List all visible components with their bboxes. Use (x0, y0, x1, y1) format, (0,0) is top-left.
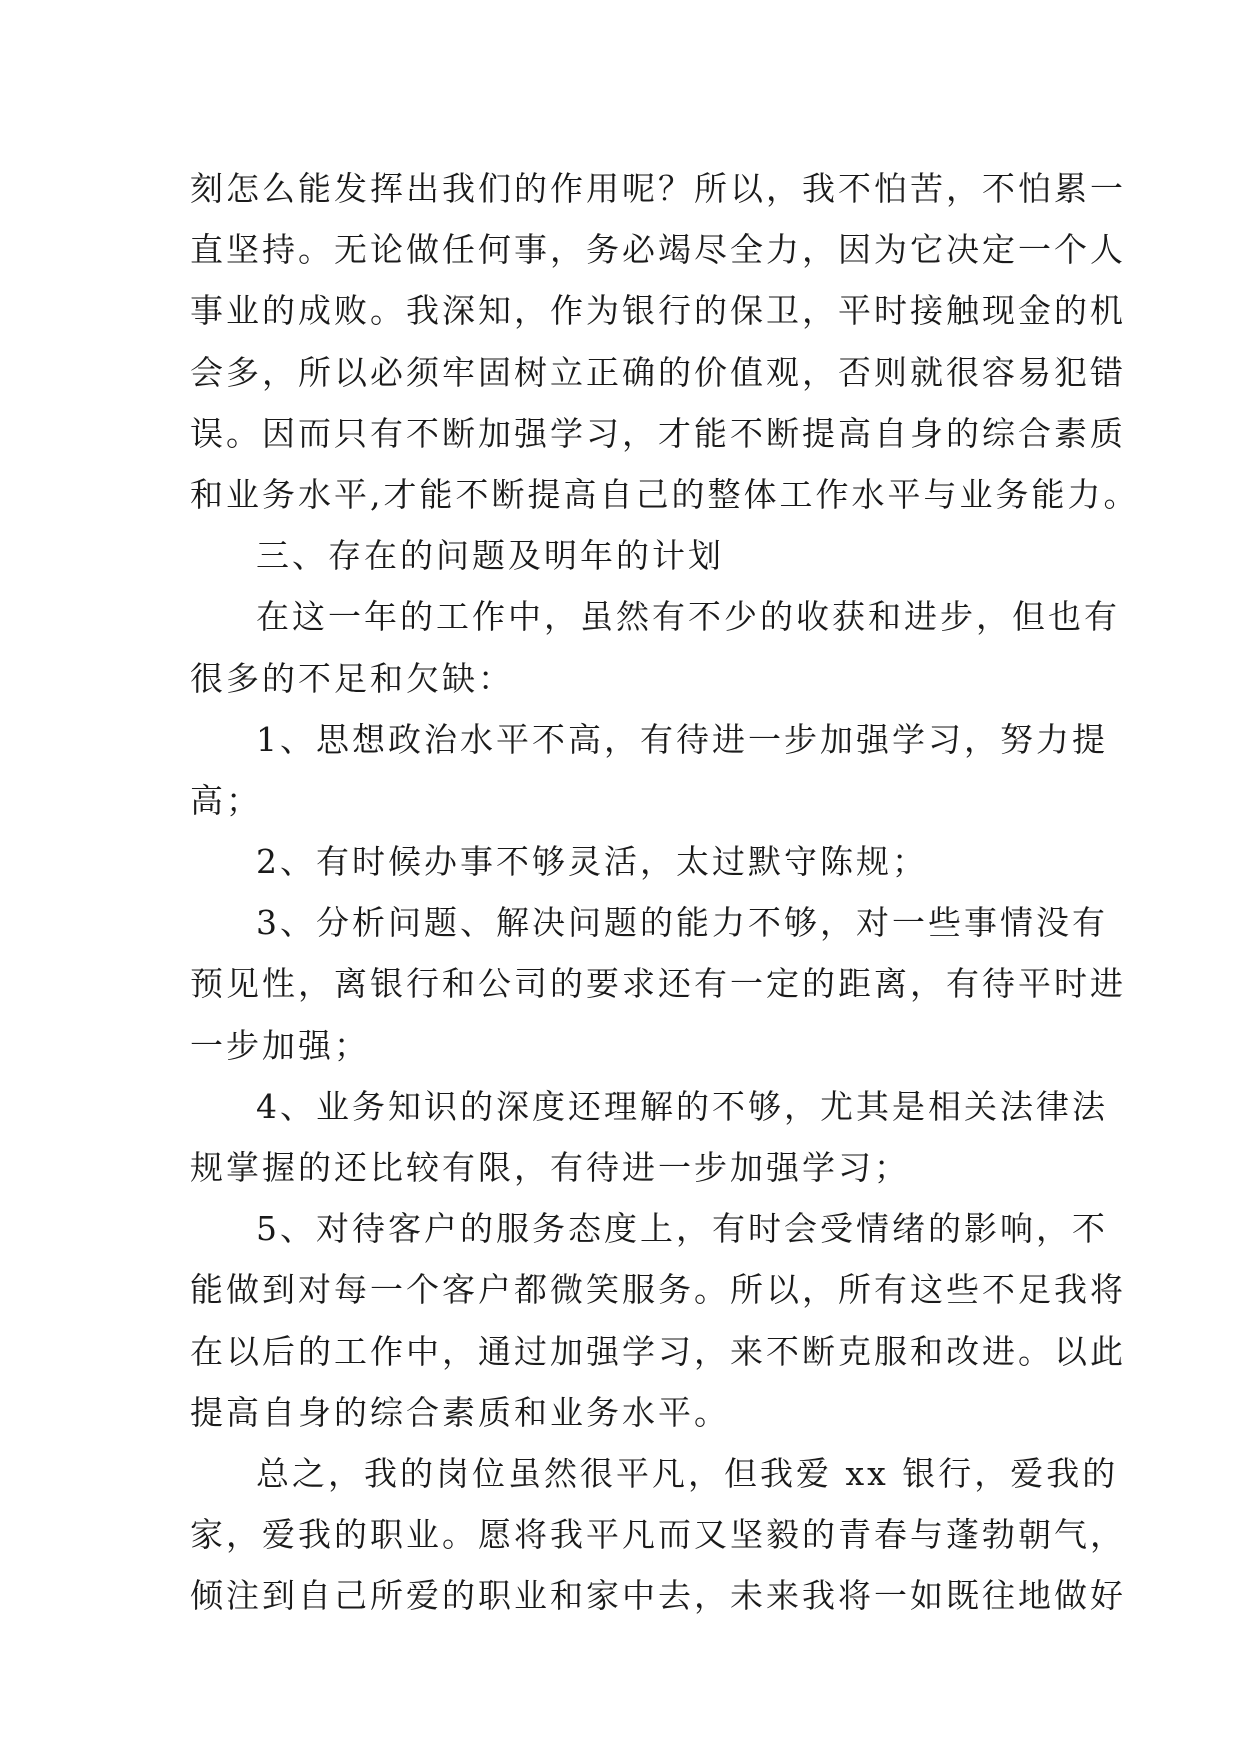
list-item-line: 2、有时候办事不够灵活，太过默守陈规； (256, 842, 928, 882)
paragraph-line: 家，爱我的职业。愿将我平凡而又坚毅的青春与蓬勃朝气， (190, 1515, 1126, 1555)
list-item-line: 5、对待客户的服务态度上，有时会受情绪的影响，不 (256, 1209, 1108, 1249)
list-item-line: 4、业务知识的深度还理解的不够，尤其是相关法律法 (256, 1086, 1108, 1126)
section-heading: 三、存在的问题及明年的计划 (256, 536, 724, 576)
paragraph-line: 倾注到自己所爱的职业和家中去，未来我将一如既往地做好 (190, 1576, 1126, 1616)
paragraph-line: 刻怎么能发挥出我们的作用呢？所以，我不怕苦，不怕累一 (190, 169, 1126, 208)
list-item-line: 能做到对每一个客户都微笑服务。所以，所有这些不足我将 (190, 1270, 1126, 1310)
list-item-line: 提高自身的综合素质和业务水平。 (190, 1392, 730, 1432)
paragraph-line: 和业务水平,才能不断提高自己的整体工作水平与业务能力。 (190, 474, 1140, 514)
list-item-line: 规掌握的还比较有限，有待进一步加强学习； (190, 1148, 910, 1187)
paragraph-line: 直坚持。无论做任何事，务必竭尽全力，因为它决定一个人 (190, 230, 1126, 270)
list-item-line: 1、思想政治水平不高，有待进一步加强学习，努力提 (256, 719, 1108, 759)
document-body (190, 158, 1140, 1627)
paragraph-line: 误。因而只有不断加强学习，才能不断提高自身的综合素质 (190, 413, 1126, 453)
paragraph-line: 在这一年的工作中，虽然有不少的收获和进步，但也有 (256, 597, 1120, 637)
list-item-line: 在以后的工作中，通过加强学习，来不断克服和改进。以此 (190, 1331, 1126, 1371)
paragraph-line: 总之，我的岗位虽然很平凡，但我爱 xx 银行，爱我的 (256, 1453, 1119, 1493)
list-item-line: 高； (190, 780, 262, 820)
paragraph-line: 很多的不足和欠缺： (190, 658, 514, 698)
paragraph-line: 会多，所以必须牢固树立正确的价值观，否则就很容易犯错 (190, 352, 1126, 392)
paragraph-line: 事业的成败。我深知，作为银行的保卫，平时接触现金的机 (190, 291, 1126, 331)
list-item-line: 3、分析问题、解决问题的能力不够，对一些事情没有 (256, 903, 1108, 943)
list-item-line: 预见性，离银行和公司的要求还有一定的距离，有待平时进 (190, 964, 1126, 1004)
list-item-line: 一步加强； (190, 1025, 370, 1065)
